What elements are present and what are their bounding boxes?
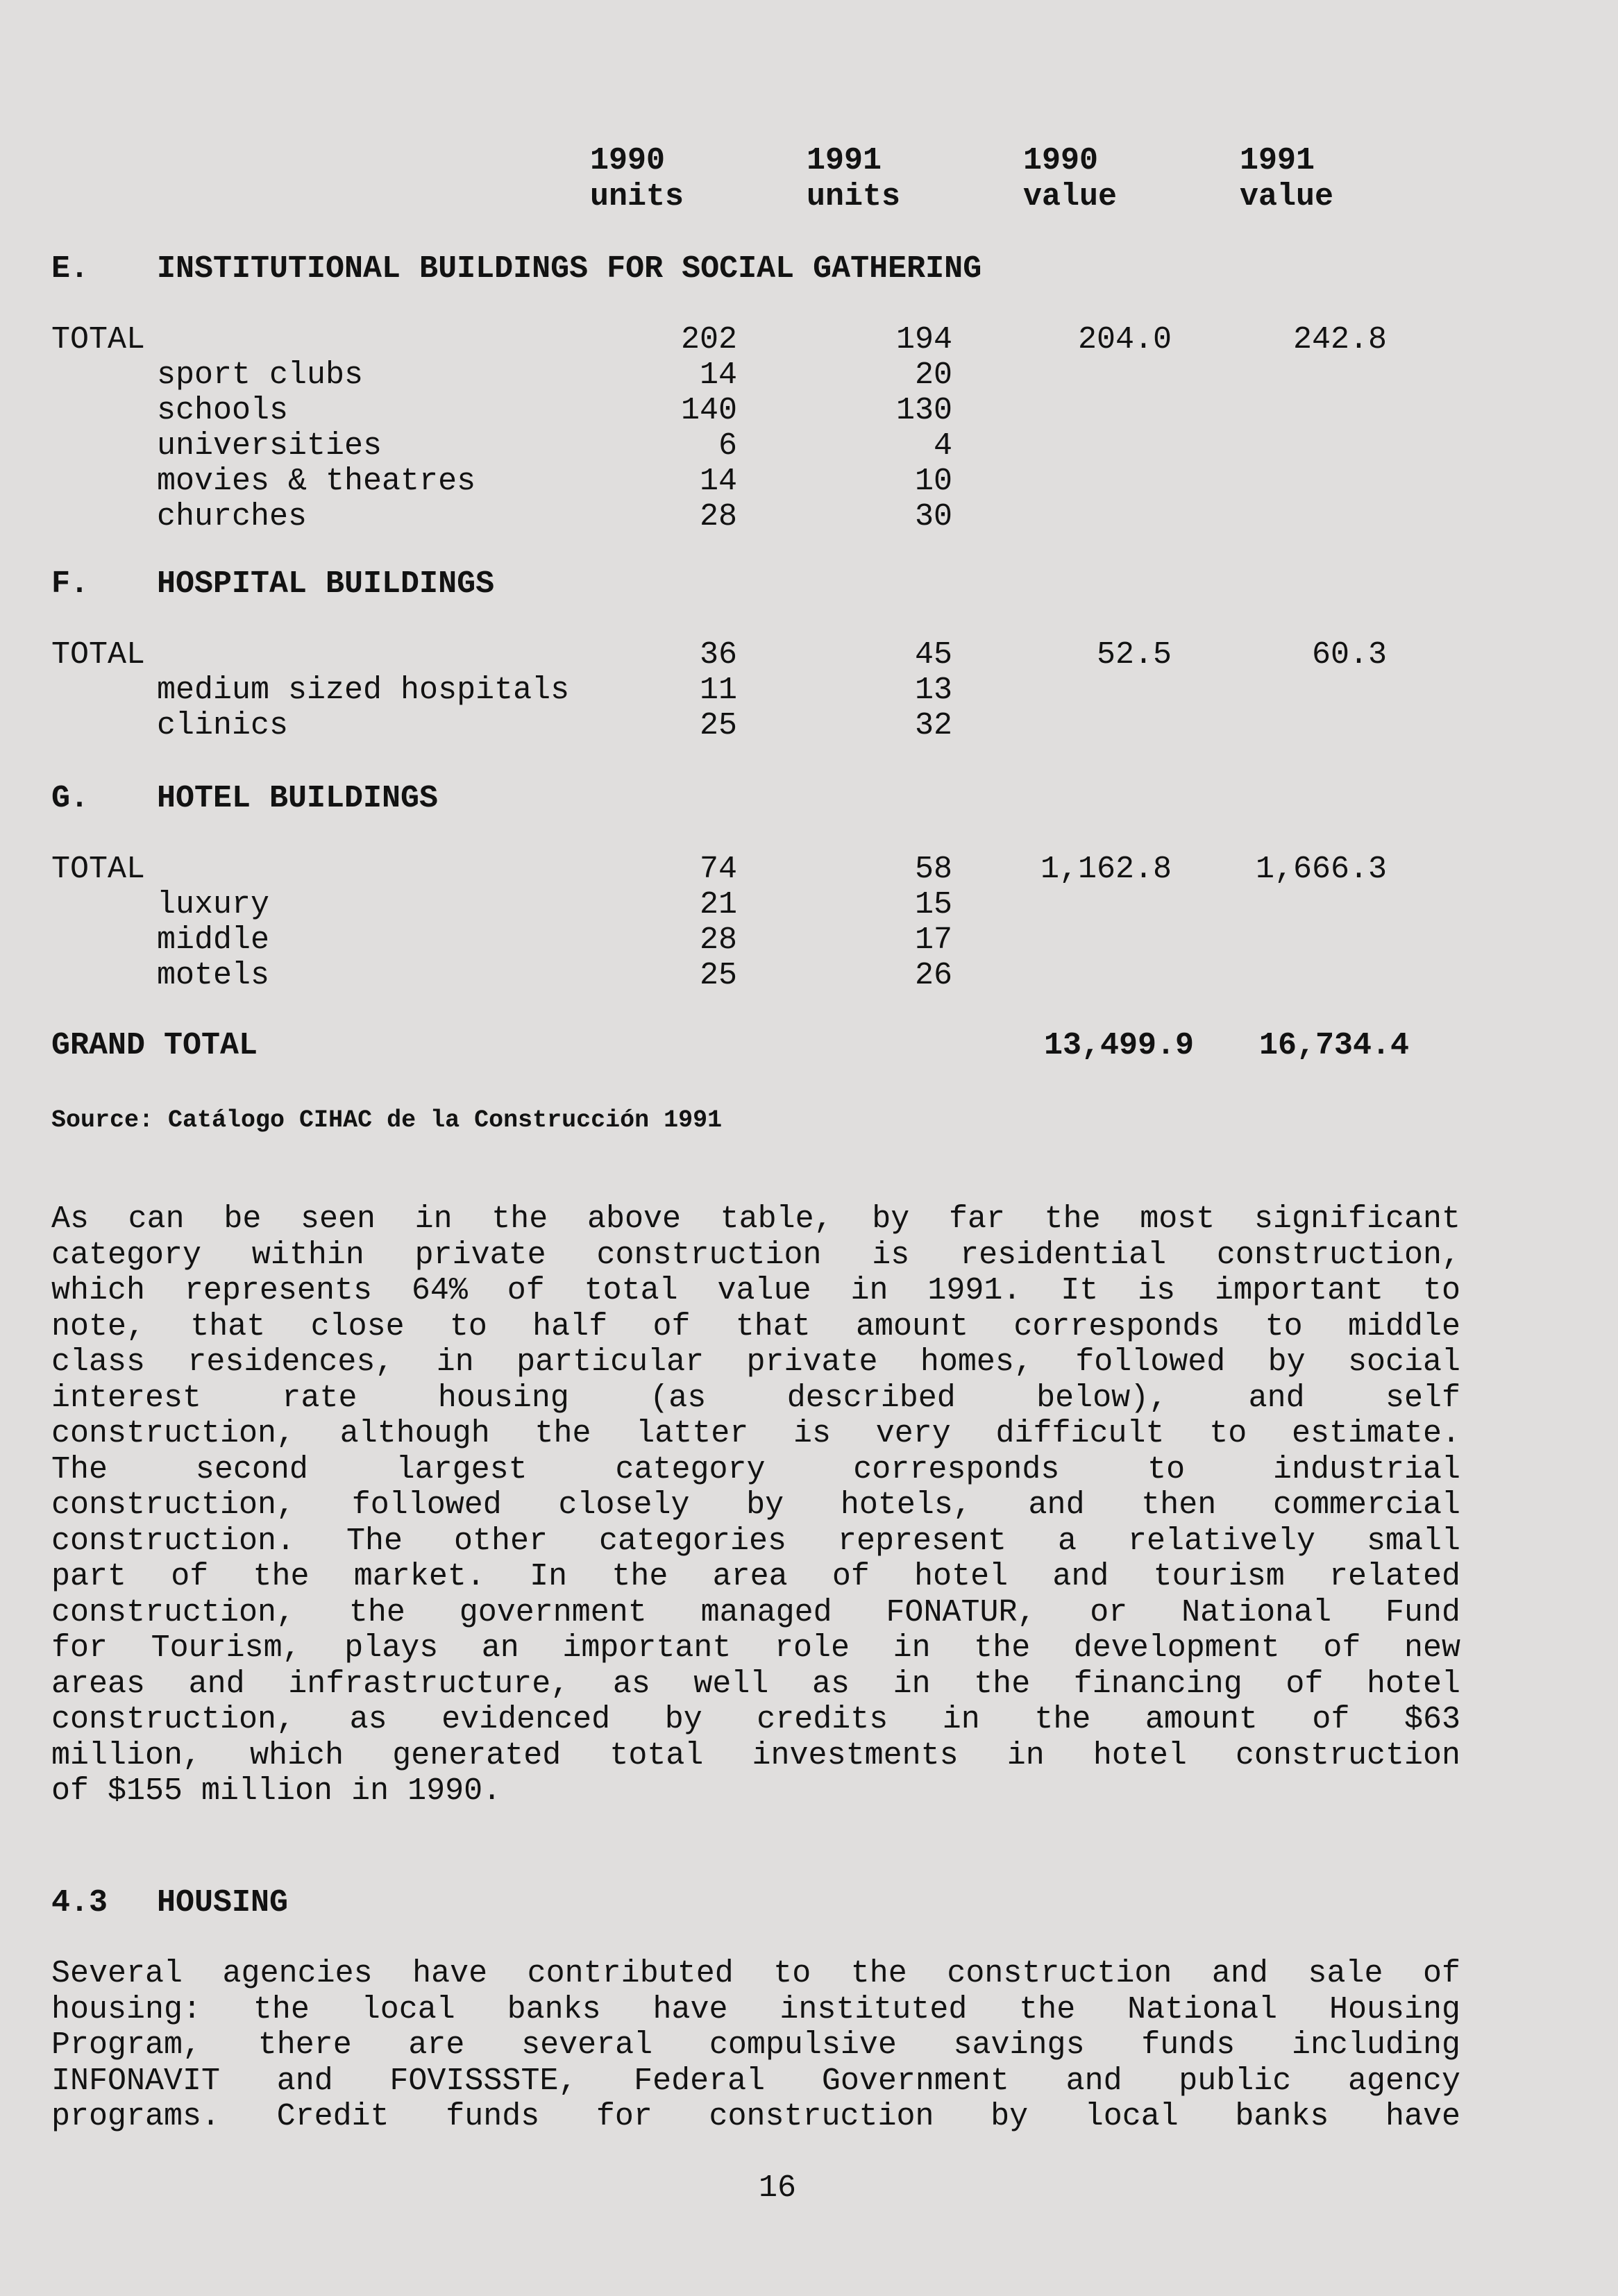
page-number: 16 bbox=[759, 2170, 797, 2206]
col-header-1990-units-line1: 1990 bbox=[590, 143, 666, 178]
total-1991-units: 45 bbox=[914, 637, 952, 673]
row-1991-units: 4 bbox=[933, 428, 952, 464]
total-label: TOTAL bbox=[51, 322, 146, 357]
col-header-1990-value-line1: 1990 bbox=[1023, 143, 1099, 178]
paragraph-line: part of the market. In the area of hotel and tourism related bbox=[51, 1559, 1460, 1594]
col-header-1990-units-line2: units bbox=[590, 179, 684, 214]
col-header-1991-units-line2: units bbox=[807, 179, 901, 214]
paragraph-line: The second largest category corresponds to industrial bbox=[51, 1451, 1460, 1487]
section-letter: E. bbox=[51, 251, 90, 287]
section-title: HOTEL BUILDINGS bbox=[157, 781, 439, 816]
grand-total-1991-value: 16,734.4 bbox=[1258, 1028, 1409, 1063]
col-header-1991-value-line1: 1991 bbox=[1240, 143, 1315, 178]
row-1991-units: 13 bbox=[914, 673, 952, 708]
total-label: TOTAL bbox=[51, 637, 146, 673]
row-1991-units: 17 bbox=[914, 922, 952, 958]
row-1991-units: 20 bbox=[914, 357, 952, 393]
row-label: sport clubs bbox=[157, 357, 364, 393]
section-letter: F. bbox=[51, 566, 90, 602]
row-1990-units: 11 bbox=[699, 673, 737, 708]
row-label: clinics bbox=[157, 708, 289, 743]
row-label: luxury bbox=[157, 887, 270, 922]
total-1991-value: 60.3 bbox=[1311, 637, 1387, 673]
row-1990-units: 21 bbox=[699, 887, 737, 922]
row-1990-units: 14 bbox=[699, 464, 737, 499]
row-1990-units: 28 bbox=[699, 922, 737, 958]
total-1991-units: 194 bbox=[895, 322, 952, 357]
section-heading: HOUSING bbox=[157, 1885, 289, 1921]
paragraph-line: construction, the government managed FONATUR, or National Fund bbox=[51, 1594, 1460, 1630]
row-1990-units: 140 bbox=[680, 393, 737, 428]
row-1991-units: 10 bbox=[914, 464, 952, 499]
total-1990-value: 204.0 bbox=[1077, 322, 1172, 357]
row-1990-units: 25 bbox=[699, 708, 737, 743]
total-label: TOTAL bbox=[51, 852, 146, 887]
row-label: medium sized hospitals bbox=[157, 673, 570, 708]
col-header-1991-value-line2: value bbox=[1240, 179, 1334, 214]
row-1990-units: 28 bbox=[699, 499, 737, 534]
paragraph-line: interest rate housing (as described below), and self bbox=[51, 1380, 1460, 1416]
paragraph-line: Program, there are several compulsive savings funds including bbox=[51, 2027, 1460, 2063]
row-label: schools bbox=[157, 393, 289, 428]
total-1990-units: 202 bbox=[680, 322, 737, 357]
paragraph-line: category within private construction is residential construction, bbox=[51, 1237, 1460, 1273]
col-header-1991-units-line1: 1991 bbox=[807, 143, 882, 178]
total-1990-value: 1,162.8 bbox=[1040, 852, 1172, 887]
paragraph-line: construction. The other categories represent a relatively small bbox=[51, 1523, 1460, 1559]
grand-total-1990-value: 13,499.9 bbox=[1043, 1028, 1194, 1063]
paragraph-line: housing: the local banks have instituted the National Housing bbox=[51, 1991, 1460, 2027]
paragraph-line: class residences, in particular private homes, followed by social bbox=[51, 1344, 1460, 1380]
row-label: middle bbox=[157, 922, 270, 958]
total-1991-units: 58 bbox=[914, 852, 952, 887]
section-title: HOSPITAL BUILDINGS bbox=[157, 566, 495, 602]
paragraph-line: construction, although the latter is very difficult to estimate. bbox=[51, 1416, 1460, 1451]
paragraph-line: INFONAVIT and FOVISSSTE, Federal Government and public agency bbox=[51, 2063, 1460, 2099]
paragraph-line: which represents 64% of total value in 1991. It is important to bbox=[51, 1273, 1460, 1308]
paragraph-line: construction, as evidenced by credits in the amount of $63 bbox=[51, 1702, 1460, 1737]
section-letter: G. bbox=[51, 781, 90, 816]
row-1991-units: 130 bbox=[895, 393, 952, 428]
paragraph-line: programs. Credit funds for construction by local banks have bbox=[51, 2099, 1460, 2134]
row-label: movies & theatres bbox=[157, 464, 476, 499]
paragraph-line: Several agencies have contributed to the construction and sale of bbox=[51, 1956, 1460, 1991]
body-paragraph-2 bbox=[51, 1956, 1460, 2135]
row-label: universities bbox=[157, 428, 382, 464]
row-1990-units: 6 bbox=[718, 428, 737, 464]
paragraph-line: As can be seen in the above table, by far the most significant bbox=[51, 1201, 1460, 1237]
paragraph-line: of $155 million in 1990. bbox=[51, 1773, 502, 1809]
total-1990-units: 36 bbox=[699, 637, 737, 673]
row-1991-units: 26 bbox=[914, 958, 952, 993]
paragraph-line: note, that close to half of that amount corresponds to middle bbox=[51, 1308, 1460, 1344]
row-1991-units: 30 bbox=[914, 499, 952, 534]
paragraph-line: areas and infrastructure, as well as in the financing of hotel bbox=[51, 1666, 1460, 1702]
paragraph-line: construction, followed closely by hotels, and then commercial bbox=[51, 1487, 1460, 1523]
total-1990-value: 52.5 bbox=[1096, 637, 1172, 673]
row-1990-units: 14 bbox=[699, 357, 737, 393]
grand-total-label: GRAND TOTAL bbox=[51, 1028, 258, 1063]
total-1991-value: 242.8 bbox=[1292, 322, 1387, 357]
section-number: 4.3 bbox=[51, 1885, 108, 1921]
row-1991-units: 32 bbox=[914, 708, 952, 743]
total-1990-units: 74 bbox=[699, 852, 737, 887]
col-header-1990-value-line2: value bbox=[1023, 179, 1118, 214]
row-label: churches bbox=[157, 499, 307, 534]
table-source-note: Source: Catálogo CIHAC de la Construcción 1991 bbox=[51, 1106, 723, 1134]
section-title: INSTITUTIONAL BUILDINGS FOR SOCIAL GATHERING bbox=[157, 251, 982, 287]
paragraph-line: million, which generated total investments in hotel construction bbox=[51, 1737, 1460, 1773]
row-1991-units: 15 bbox=[914, 887, 952, 922]
paragraph-line: for Tourism, plays an important role in the development of new bbox=[51, 1630, 1460, 1666]
body-paragraph-1 bbox=[51, 1201, 1460, 1809]
row-label: motels bbox=[157, 958, 270, 993]
total-1991-value: 1,666.3 bbox=[1255, 852, 1387, 887]
row-1990-units: 25 bbox=[699, 958, 737, 993]
